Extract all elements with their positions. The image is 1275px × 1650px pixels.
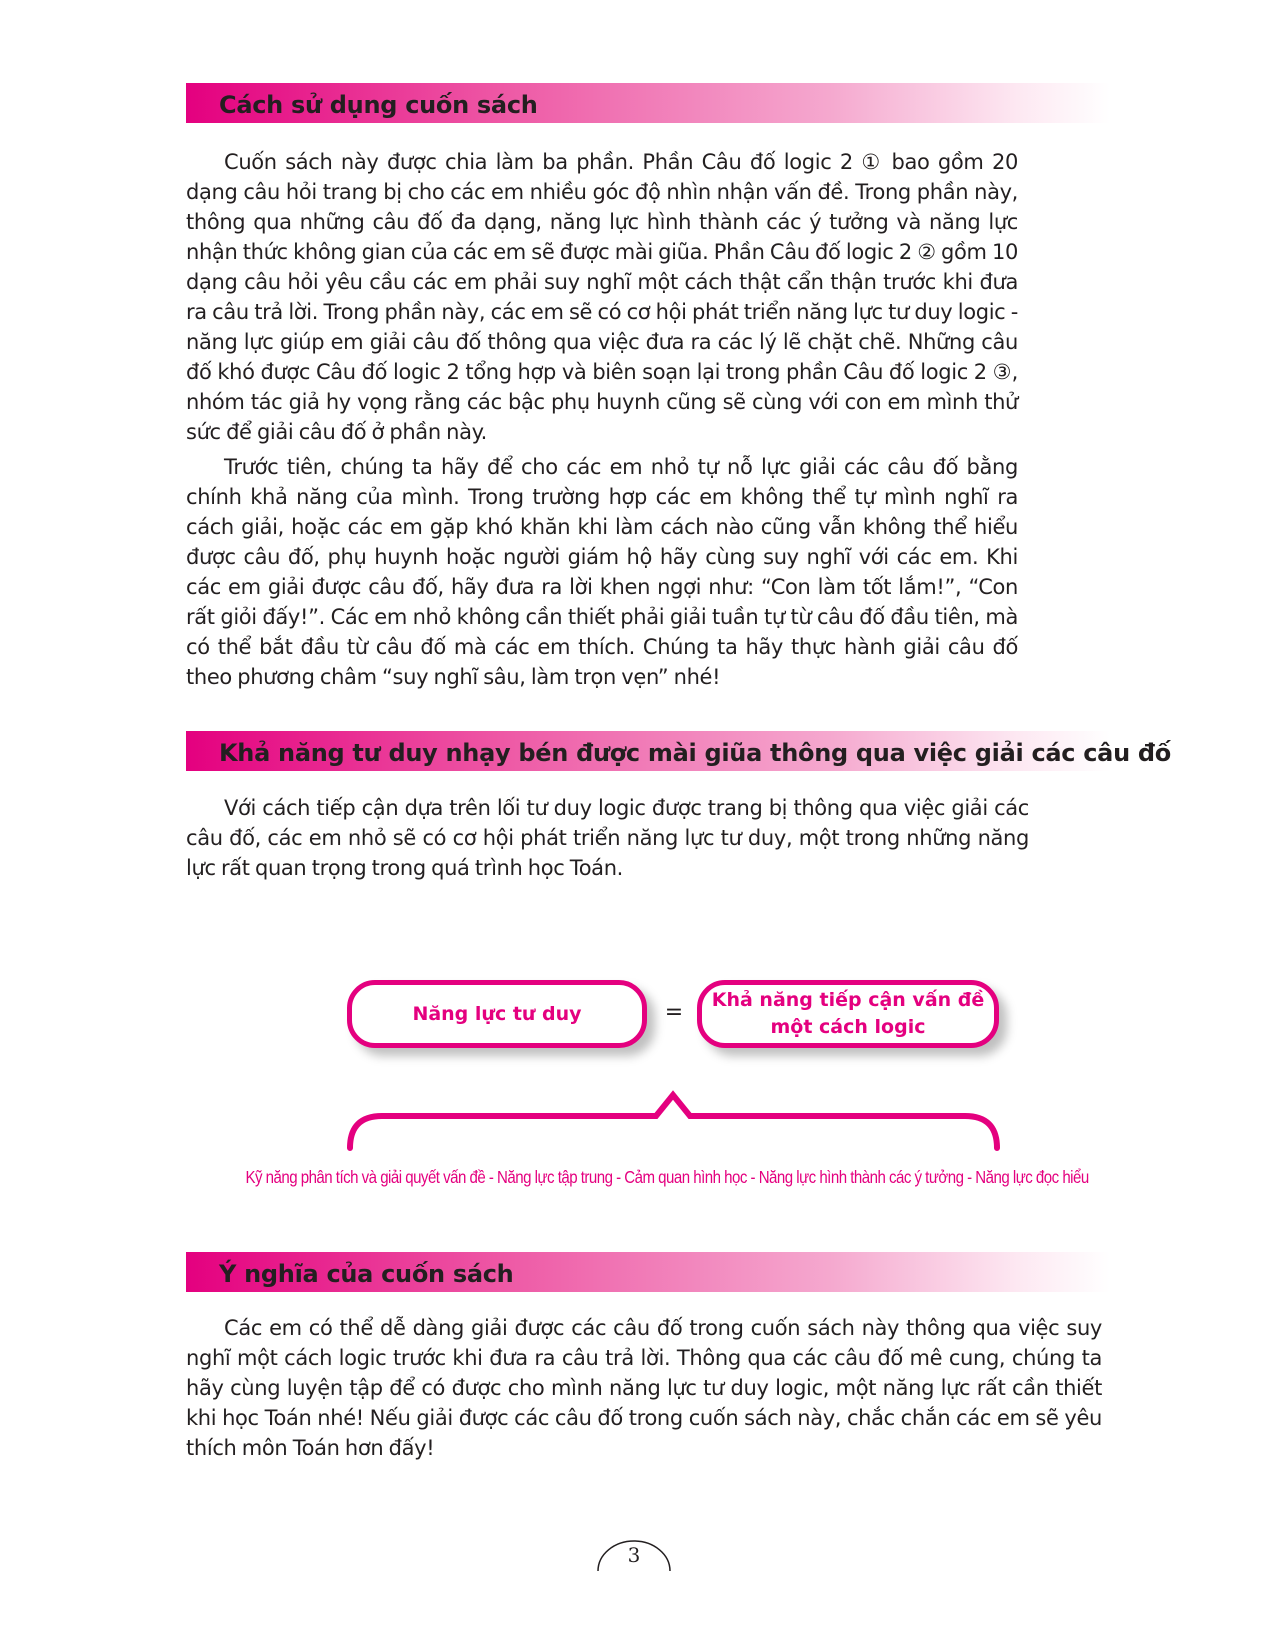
- paragraph: Trước tiên, chúng ta hãy để cho các em nhỏ tự nỗ lực giải các câu đố bằng chính khả năng của mình. Trong trường hợp các em không thể tự mình nghĩ ra cách giải, hoặc các em gặp khó khăn khi làm cách nào cũng vẫn không thể hiểu được câu đố, phụ huynh hoặc người giám hộ hãy cùng suy nghĩ với các em. Khi các em giải được câu đố, hãy đưa ra lời khen ngợi như: “Con làm tốt lắm!”, “Con rất giỏi đấy!”. Các em nhỏ không cần thiết phải giải tuần tự từ câu đố đầu tiên, mà có thể bắt đầu từ câu đố mà các em thích. Chúng ta hãy thực hành giải câu đố theo phương châm “suy nghĩ sâu, làm trọn vẹn” nhé!: [186, 455, 1018, 689]
- thinking-ability-label: Năng lực tư duy: [412, 1002, 582, 1025]
- thinking-ability-box: [347, 980, 647, 1048]
- page-number: 3: [627, 1543, 641, 1567]
- paragraph: Các em có thể dễ dàng giải được các câu đố trong cuốn sách này thông qua việc suy nghĩ một cách logic trước khi đưa ra câu trả lời. Thông qua các câu đố mê cung, chúng ta hãy cùng luyện tập để có được cho mình năng lực tư duy logic, một năng lực rất cần thiết khi học Toán nhé! Nếu giải được các câu đố trong cuốn sách này, chắc chắn các em sẽ yêu thích môn Toán hơn đấy!: [186, 1316, 1102, 1460]
- section-title: Ý nghĩa của cuốn sách: [219, 1260, 514, 1288]
- skills-list: Kỹ năng phân tích và giải quyết vấn đề - Năng lực tập trung - Cảm quan hình học - Năng lực hình thành các ý tưởng - Năng lực đọc hiểu: [245, 1167, 1089, 1187]
- section-header-thinking-skills: [186, 731, 1171, 771]
- section-header-meaning: [186, 1252, 1110, 1292]
- section-title: Cách sử dụng cuốn sách: [219, 91, 538, 119]
- section-title: Khả năng tư duy nhạy bén được mài giũa thông qua việc giải các câu đố: [219, 739, 1171, 767]
- logical-approach-label: Khả năng tiếp cận vấn đề một cách logic: [711, 989, 985, 1038]
- section-header-how-to-use: [186, 83, 1110, 123]
- paragraph: Với cách tiếp cận dựa trên lối tư duy logic được trang bị thông qua việc giải các câu đố, các em nhỏ sẽ có cơ hội phát triển năng lực tư duy, một trong những năng lực rất quan trọng trong quá trình học Toán.: [186, 796, 1029, 880]
- paragraph: Cuốn sách này được chia làm ba phần. Phần Câu đố logic 2 ① bao gồm 20 dạng câu hỏi trang bị cho các em nhiều góc độ nhìn nhận vấn đề. Trong phần này, thông qua những câu đố đa dạng, năng lực hình thành các ý tưởng và năng lực nhận thức không gian của các em sẽ được mài giũa. Phần Câu đố logic 2 ② gồm 10 dạng câu hỏi yêu cầu các em phải suy nghĩ một cách thật cẩn thận trước khi đưa ra câu trả lời. Trong phần này, các em sẽ có cơ hội phát triển năng lực tư duy logic - năng lực giúp em giải câu đố thông qua việc đưa ra các lý lẽ chặt chẽ. Những câu đố khó được Câu đố logic 2 tổng hợp và biên soạn lại trong phần Câu đố logic 2 ③, nhóm tác giả hy vọng rằng các bậc phụ huynh cũng sẽ cùng với con em mình thử sức để giải câu đố ở phần này.: [186, 150, 1018, 444]
- equals-sign: =: [664, 1000, 684, 1025]
- logical-approach-box: [697, 980, 999, 1048]
